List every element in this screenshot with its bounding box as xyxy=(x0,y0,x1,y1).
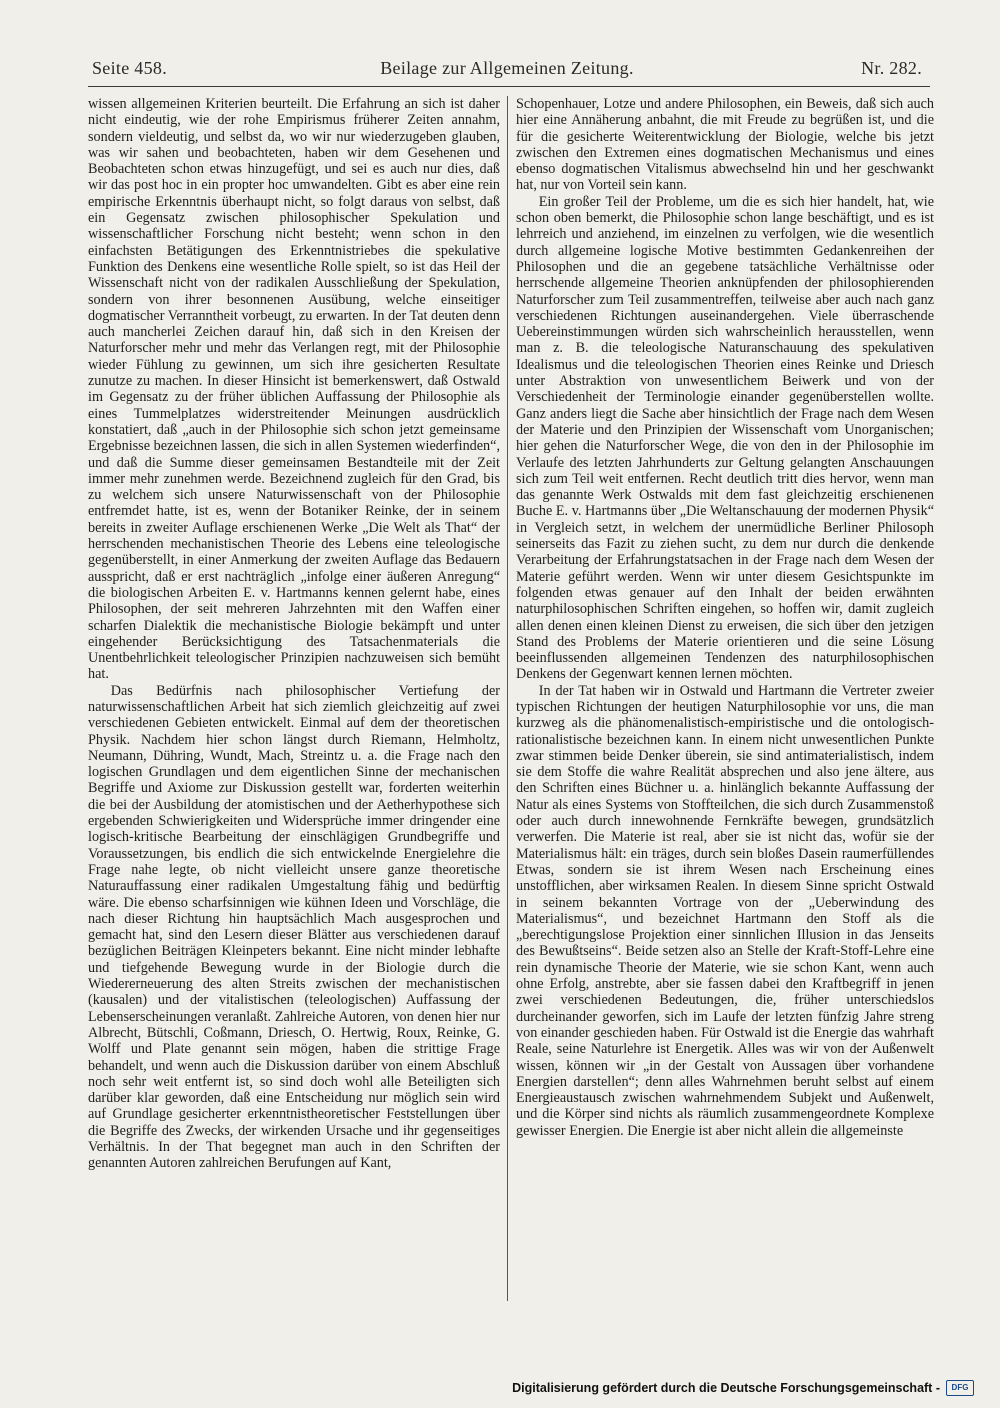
paragraph: wissen allgemeinen Kriterien beurteilt. Die Erfahrung an sich ist daher nicht eindeutig, wie der rohe Empirismus früherer Zeiten annahm, sondern vieldeutig, und selbst da, wo wir nur wiederzugeben glauben, was wir sahen und beobachteten, haben wir dem Gesehenen und Beobachteten schon etwas hinzugefügt, und sei es auch nur dies, daß wir das post hoc in ein propter hoc umwandelten. Gibt es aber eine rein empirische Erkenntnis überhaupt nicht, so folgt daraus von selbst, daß ein Gegensatz zwischen philosophischer Spekulation und wissenschaftlicher Forschung nicht besteht; wenn schon in den einfachsten Betätigungen des Erkenntnistriebes die spekulative Funktion des Denkens eine wesentliche Rolle spielt, so ist das Heil der Wissenschaft nicht von der radikalen Ausschließung der Spekulation, sondern von ihrer besonnenen Ausübung, welche einseitiger dogmatischer Verranntheit vorbeugt, zu erwarten. In der Tat deuten denn auch mancherlei Zeichen darauf hin, daß sich in den Kreisen der Naturforscher mehr und mehr das Verlangen regt, mit der Philosophie wieder Fühlung zu gewinnen, um sich ihre gesicherten Resultate zunutze zu machen. In dieser Hinsicht ist bemerkenswert, daß Ostwald im Gegensatz zu der früher üblichen Auffassung der Philosophie als eines Tummelplatzes widerstreitender Meinungen ausdrücklich konstatiert, daß „auch in der Philosophie sich schon jetzt gemeinsame Ergebnisse bezeichnen lassen, die sich in allen Systemen wiederfinden“, und daß die Summe dieser gemeinsamen Bestandteile mit der Zeit immer mehr zunehmen werde. Bezeichnend zugleich für den Grad, bis zu welchem sich unsere Naturwissenschaft von der Philosophie entfremdet hatte, ist es, wenn der Botaniker Reinke, der in seinem bereits in zweiter Auflage erschienenen Werke „Die Welt als That“ der herrschenden mechanistischen Theorie des Lebens eine teleologische gegenüberstellt, in einer Anmerkung der zweiten Auflage das Bedauern ausspricht, daß er erst nachträglich „infolge einer äußeren Anregung“ die biologischen Arbeiten E. v. Hartmanns kennen gelernt habe, eines Philosophen, der seit mehreren Jahrzehnten mit den Waffen einer scharfen Dialektik die mechanistische Biologie bekämpft und unter eingehender Berücksichtigung des Tatsachenmaterials die Unentbehrlichkeit teleologischer Prinzipien nachzuweisen sich bemüht hat. xyxy=(88,96,500,683)
credit-text: Digitalisierung gefördert durch die Deutsche Forschungsgemeinschaft - xyxy=(512,1381,940,1395)
paragraph: Schopenhauer, Lotze und andere Philosophen, ein Beweis, daß sich auch hier eine Annäherung anbahnt, die mit Freude zu begrüßen ist, und die für die gesicherte Weiterentwicklung der Biologie, welche bis jetzt zwischen den Extremen eines dogmatischen Mechanismus und eines ebenso dogmatischen Vitalismus abwechselnd hin und her geschwankt hat, nur von Vorteil sein kann. xyxy=(516,96,934,194)
header-rule xyxy=(88,86,930,87)
column-divider xyxy=(507,96,508,1301)
paragraph: Ein großer Teil der Probleme, um die es sich hier handelt, hat, wie schon oben bemerkt, die Philosophie schon lange beschäftigt, und es ist lehrreich und anziehend, im einzelnen zu verfolgen, wie die wesentlich durch allgemeine logische Motive bestimmten Gedankenreihen der Philosophen und die an gegebene tatsächliche Verhältnisse oder herrschende allgemeine Theorien anknüpfenden der philosophierenden Naturforscher zum Teil zusammentreffen, teilweise aber auch nach ganz verschiedenen Richtungen auseinandergehen. Viele überraschende Uebereinstimmungen würden sich wahrscheinlich herausstellen, wenn man z. B. die teleologische Naturanschauung des spekulativen Idealismus und die teleologischen Theorien eines Reinke und Driesch unter Abstraktion von unwesentlichem Beiwerk und von der Verschiedenheit der Terminologie einander gegenüberstellen wollte. Ganz anders liegt die Sache aber hinsichtlich der Frage nach dem Wesen der Materie und den Prinzipien der Wissenschaft vom Unorganischen; hier gehen die Naturforscher Wege, die von den in der Philosophie im Verlaufe des letzten Jahrhunderts zur Geltung gelangten Anschauungen sich zum Teil weit entfernen. Recht deutlich tritt dies hervor, wenn man das genannte Werk Ostwalds mit dem fast gleichzeitig erschienenen Buche E. v. Hartmanns über „Die Weltanschauung der modernen Physik“ in Vergleich setzt, in welchem der unermüdliche Berliner Philosoph seinerseits das Fazit zu ziehen sucht, zu dem nur durch die denkende Verarbeitung der Erfahrungstatsachen in der Frage nach dem Wesen der Materie geführt werden. Wenn wir unter diesem Gesichtspunkte im folgenden etwas genauer auf den Inhalt der beiden erwähnten naturphilosophischen Schriften eingehen, so hoffen wir, damit zugleich allen denen einen kleinen Dienst zu erweisen, die sich über den jetzigen Stand des Problems der Materie orientieren und die seine Lösung beeinflussenden allgemeinen Tendenzen des naturphilosophischen Denkens der Gegenwart kennen lernen möchten. xyxy=(516,193,934,683)
left-column xyxy=(88,96,500,1306)
right-column xyxy=(516,96,934,1306)
digitization-credit xyxy=(512,1378,974,1398)
paragraph: In der Tat haben wir in Ostwald und Hartmann die Vertreter zweier typischen Richtungen der heutigen Naturphilosophie vor uns, die man kurzweg als die phänomenalistisch-empiristische und die ontologisch-rationalistische bezeichnen kann. In einem nicht unwesentlichen Punkte zwar stimmen beide Denker überein, sie sind antimaterialistisch, indem sie dem Stoffe die wahre Realität absprechen und also jene ältere, aus den Schriften eines Büchner u. a. hinlänglich bekannte Auffassung der Natur als eines Systems von Stoffteilchen, die sich durch Zusammenstoß oder auch durch innewohnende Fernkräfte bewegen, grundsätzlich verwerfen. Die Materie ist real, aber sie ist nicht das, wofür sie der Materialismus hält: ein träges, durch sein bloßes Dasein raumerfüllendes Etwas, sondern sie ist ihrem Wesen nach Erscheinung eines unstofflichen, aber wirksamen Realen. In diesem Sinne spricht Ostwald in seinem bekannten Vortrage von der „Ueberwindung des Materialismus“, und bezeichnet Hartmann den Stoff als die „berechtigungslose Projektion einer sinnlichen Illusion in das Jenseits des Bewußtseins“. Beide setzen also an Stelle der Kraft-Stoff-Lehre eine rein dynamische Theorie der Materie, wie sie schon Kant, wenn auch ohne Erfolg, anstrebte, aber sie fassen dabei den Kraftbegriff in jenen zwei verschiedenen Bedeutungen, die, früher unterschiedslos durcheinander geworfen, sich im Laufe der letzten fünfzig Jahre streng von einander geschieden haben. Für Ostwald ist die Energie das wahrhaft Reale, seine Naturlehre ist Energetik. Alles was wir von der Außenwelt wissen, können wir „in der Gestalt von Aussagen über vorhandene Energien darstellen“; denn alles Wahrnehmen beruht selbst auf einem Energieaustausch zwischen wahrnehmendem Subjekt und Außenwelt, und die Körper sind nichts als räumlich zusammengeordnete Komplexe gewisser Energien. Die Energie ist aber nicht allein die allgemeinste xyxy=(516,682,934,1139)
paragraph: Das Bedürfnis nach philosophischer Vertiefung der naturwissenschaftlichen Arbeit hat sich ziemlich gleichzeitig auf zwei verschiedenen Gebieten entwickelt. Einmal auf dem der theoretischen Physik. Nachdem hier schon längst durch Riemann, Helmholtz, Neumann, Dühring, Wundt, Mach, Streintz u. a. die Frage nach den logischen Grundlagen und dem eigentlichen Sinne der mechanischen Begriffe und Axiome zur Diskussion gestellt war, forderten weiterhin die bei der Ausbildung der atomistischen und der Aetherhypothese sich ergebenden Schwierigkeiten und Widersprüche immer dringender eine logisch-kritische Bearbeitung der einschlägigen Grundbegriffe und Voraussetzungen, bis endlich die sich entwickelnde Energielehre die Frage nahe legte, ob nicht vielleicht unsere ganze theoretische Naturauffassung einer radikalen Umgestaltung fähig und bedürftig wäre. Die ebenso scharfsinnigen wie kühnen Ideen und Vorschläge, die nach dieser Richtung hin hauptsächlich Mach ausgesprochen und gemacht hat, sind den Lesern dieser Blätter aus verschiedenen darauf bezüglichen Beiträgen Kleinpeters bekannt. Eine nicht minder lebhafte und tiefgehende Bewegung wurde in der Biologie durch die Wiedererneuerung des alten Streits zwischen der mechanistischen (kausalen) und der vitalistischen (teleologischen) Auffassung der Lebenserscheinungen veranlaßt. Zahlreiche Autoren, von denen hier nur Albrecht, Bütschli, Coßmann, Driesch, O. Hertwig, Roux, Reinke, G. Wolff und Plate genannt sein mögen, haben die strittige Frage behandelt, und wenn auch die Diskussion darüber von einem Abschluß noch sehr weit entfernt ist, so sind doch wohl alle Beteiligten sich darüber klar geworden, daß eine Entscheidung nur möglich sein wird auf Grundlage gesicherter erkenntnistheoretischer Feststellungen über die Begriffe des Zwecks, der wirkenden Ursache und ihr gegenseitiges Verhältnis. In der That begegnet man auch in den Schriften der genannten Autoren zahlreichen Berufungen auf Kant, xyxy=(88,682,500,1172)
issue-number: Nr. 282. xyxy=(861,58,922,78)
page-header xyxy=(92,56,922,86)
page-number: Seite 458. xyxy=(92,58,167,78)
dfg-logo-icon: DFG xyxy=(946,1380,974,1396)
publication-title: Beilage zur Allgemeinen Zeitung. xyxy=(380,58,634,78)
